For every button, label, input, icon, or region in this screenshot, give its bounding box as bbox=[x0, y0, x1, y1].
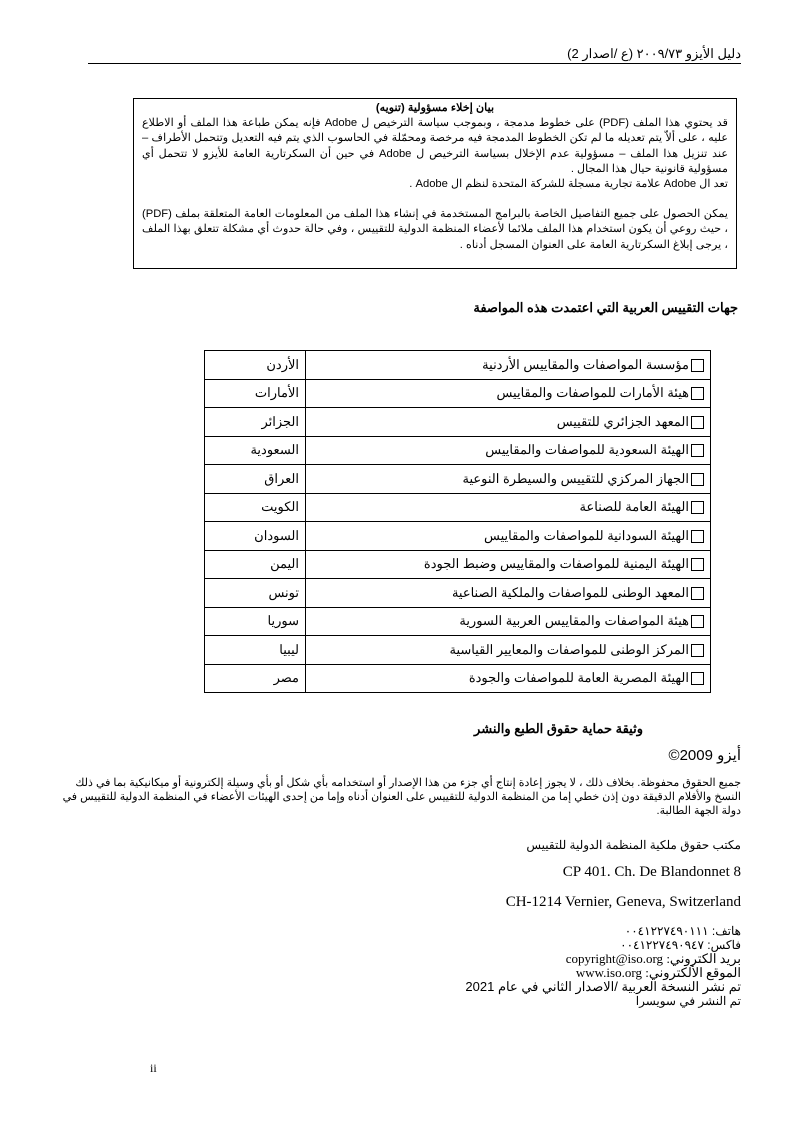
body-cell bbox=[306, 550, 711, 579]
checkbox[interactable] bbox=[691, 558, 704, 571]
disclaimer-title: بيان إخلاء مسؤولية (تنويه) bbox=[375, 102, 495, 114]
country-cell: اليمن bbox=[205, 550, 306, 579]
checkbox[interactable] bbox=[691, 359, 704, 372]
table-row bbox=[205, 522, 711, 551]
running-header: دليل الأيزو ٢٠٠٩/٧٣ (ع /اصدار 2) bbox=[567, 46, 741, 61]
checkbox[interactable] bbox=[691, 473, 704, 486]
body-cell bbox=[306, 436, 711, 465]
phone: هاتف: ٠٠٤١٢٢٧٤٩٠١١١ bbox=[624, 924, 741, 938]
body-cell bbox=[306, 636, 711, 665]
checkbox[interactable] bbox=[691, 444, 704, 457]
country-cell: مصر bbox=[205, 664, 306, 693]
publication-place: تم النشر في سويسرا bbox=[635, 994, 741, 1008]
address-line: CP 401. Ch. De Blandonnet 8 bbox=[562, 864, 741, 880]
body-name: المعهد الجزائري للتقييس bbox=[556, 413, 689, 429]
checkbox[interactable] bbox=[691, 587, 704, 600]
country-cell: الجزائر bbox=[205, 408, 306, 437]
table-row bbox=[205, 379, 711, 408]
contact-block bbox=[465, 924, 741, 1008]
country-cell: الأمارات bbox=[205, 379, 306, 408]
body-cell bbox=[306, 579, 711, 608]
body-name: المعهد الوطنى للمواصفات والملكية الصناعية bbox=[451, 584, 689, 600]
body-cell bbox=[306, 408, 711, 437]
body-cell bbox=[306, 351, 711, 380]
checkbox[interactable] bbox=[691, 672, 704, 685]
standards-bodies-table bbox=[204, 350, 711, 693]
table-row bbox=[205, 636, 711, 665]
rights-paragraph: جميع الحقوق محفوظة. بخلاف ذلك ، لا يجوز إعادة إنتاج أي جزء من هذا الإصدار أو استخدامه بأي شكل أو بأي وسيلة إلكترونية أو ميكانيكية بما في ذلك النسخ والأفلام الدقيقة دون إذن خطي إما من المنظمة الدولية للتقييس على العنوان أدناه وإما من إحدى الهيئات الأعضاء في المنظمة الدولية للتقييس في دولة الجهة الطالبة. bbox=[62, 777, 741, 817]
country-cell: الأردن bbox=[205, 351, 306, 380]
country-cell: السودان bbox=[205, 522, 306, 551]
address-line: CH-1214 Vernier, Geneva, Switzerland bbox=[505, 894, 741, 910]
body-cell bbox=[306, 522, 711, 551]
checkbox[interactable] bbox=[691, 615, 704, 628]
table-row bbox=[205, 493, 711, 522]
copyright-title: وثيقة حماية حقوق الطبع والنشر bbox=[474, 721, 643, 736]
body-name: هيئة الأمارات للمواصفات والمقاييس bbox=[496, 385, 689, 401]
table-row bbox=[205, 351, 711, 380]
page-number: ii bbox=[150, 1061, 157, 1075]
checkbox[interactable] bbox=[691, 387, 704, 400]
fax: فاكس: ٠٠٤١٢٢٧٤٩٠٩٤٧ bbox=[620, 938, 741, 952]
country-cell: السعودية bbox=[205, 436, 306, 465]
body-cell bbox=[306, 664, 711, 693]
checkbox[interactable] bbox=[691, 530, 704, 543]
body-cell bbox=[306, 465, 711, 494]
checkbox[interactable] bbox=[691, 644, 704, 657]
website: الموقع الألكتروني: www.iso.org bbox=[575, 965, 741, 980]
body-name: مؤسسة المواصفات والمقاييس الأردنية bbox=[482, 356, 689, 372]
checkbox[interactable] bbox=[691, 416, 704, 429]
checkbox[interactable] bbox=[691, 501, 704, 514]
body-name: الهيئة العامة للصناعة bbox=[579, 499, 689, 515]
table-row bbox=[205, 408, 711, 437]
country-cell: سوريا bbox=[205, 607, 306, 636]
body-name: المركز الوطنى للمواصفات والمعايير القياسية bbox=[449, 641, 689, 657]
body-cell bbox=[306, 607, 711, 636]
disclaimer-paragraph: قد يحتوي هذا الملف (PDF) على خطوط مدمجة ، وبموجب سياسة الترخيص ل Adobe فإنه يمكن طباعة هذا الملف أو الاطلاع عليه ، على ألاّ يتم تعديله ما لم تكن الخطوط المدمجة فيه مرخصة ومحمّلة في الحاسوب الذي يتم فيه التعديل وتتحمل الأطراف – عند تنزيل هذا الملف – مسؤولية عدم الإخلال بسياسة الترخيص ل Adobe في حين أن السكرتارية العامة للأيزو لا تتحمل أي مسؤولية قانونية حيال هذا المجال . bbox=[142, 117, 729, 175]
body-cell bbox=[306, 493, 711, 522]
disclaimer-box bbox=[133, 98, 737, 269]
body-name: الهيئة السودانية للمواصفات والمقاييس bbox=[484, 527, 689, 543]
body-name: هيئة المواصفات والمقاييس العربية السورية bbox=[459, 613, 689, 629]
country-cell: العراق bbox=[205, 465, 306, 494]
disclaimer-paragraph: تعد ال Adobe علامة تجارية مسجلة للشركة المتحدة لنظم ال Adobe . bbox=[409, 178, 728, 191]
body-name: الهيئة السعودية للمواصفات والمقاييس bbox=[485, 442, 689, 458]
section-heading: جهات التقييس العربية التي اعتمدت هذه المواصفة bbox=[473, 300, 738, 315]
country-cell: ليبيا bbox=[205, 636, 306, 665]
copyright-notice: أيزو 2009© bbox=[668, 747, 741, 764]
body-cell bbox=[306, 379, 711, 408]
header-rule bbox=[88, 63, 741, 64]
country-cell: تونس bbox=[205, 579, 306, 608]
table-row bbox=[205, 579, 711, 608]
body-name: الهيئة المصرية العامة للمواصفات والجودة bbox=[468, 670, 689, 686]
body-name: الجهاز المركزي للتقييس والسيطرة النوعية bbox=[462, 470, 689, 486]
country-cell: الكويت bbox=[205, 493, 306, 522]
disclaimer-paragraph: يمكن الحصول على جميع التفاصيل الخاصة بالبرامج المستخدمة في إنشاء هذا الملف من المعلومات العامة المتعلقة بملف (PDF) ، حيث روعي أن يكون استخدام هذا الملف ملائما لأعضاء المنظمة الدولية للتقييس ، وفي حالة حدوث أي مشكلة تتعلق بهذا الملف ، يرجى إبلاغ السكرتارية العامة على العنوان المسجل أدناه . bbox=[142, 208, 728, 251]
publication-note: تم نشر النسخة العربية /الاصدار الثاني في عام 2021 bbox=[465, 979, 741, 994]
body-name: الهيئة اليمنية للمواصفات والمقاييس وضبط الجودة bbox=[423, 556, 689, 572]
table-row bbox=[205, 664, 711, 693]
table-row bbox=[205, 607, 711, 636]
office-name: مكتب حقوق ملكية المنظمة الدولية للتقييس bbox=[526, 838, 741, 852]
table-row bbox=[205, 550, 711, 579]
email: بريد الكتروني: copyright@iso.org bbox=[565, 951, 741, 966]
table-row bbox=[205, 465, 711, 494]
table-row bbox=[205, 436, 711, 465]
